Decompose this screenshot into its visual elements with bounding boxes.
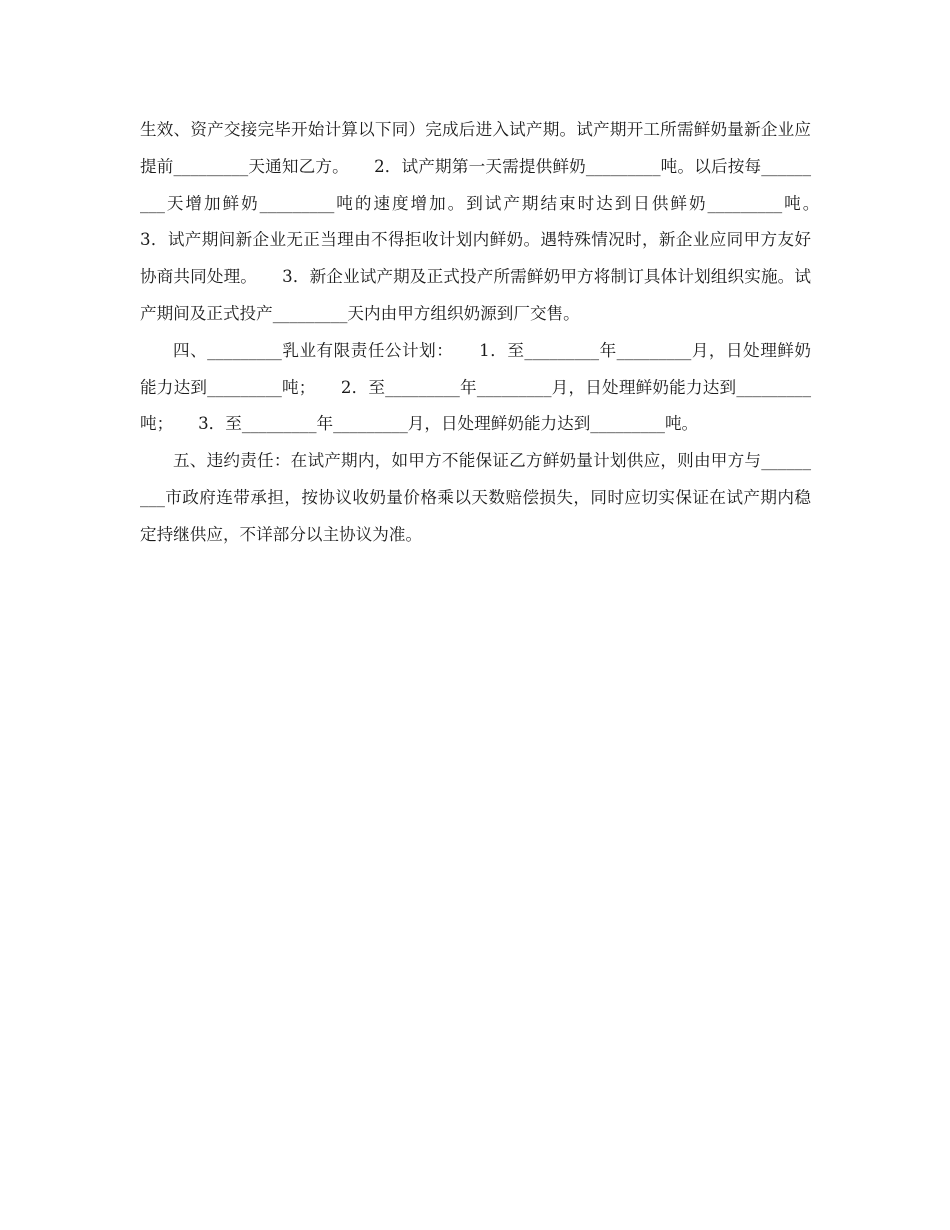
paragraph-breach-liability: 五、违约责任：在试产期内，如甲方不能保证乙方鲜奶量计划供应，则由甲方与_________市政府连带承担，按协议收奶量价格乘以天数赔偿损失，同时应切实保证在试产期内稳定持继供应，不详部分以主协议为准。 <box>140 451 811 544</box>
document-body <box>140 112 845 554</box>
paragraph-trial-production: 生效、资产交接完毕开始计算以下同）完成后进入试产期。试产期开工所需鲜奶量新企业应提前_________天通知乙方。 2．试产期第一天需提供鲜奶_________吨。以后按每_________天增加鲜奶_________吨的速度增加。到试产期结束时达到日供鲜奶_________吨。 3．试产期间新企业无正当理由不得拒收计划内鲜奶。遇特殊情况时，新企业应同甲方友好协商共同处理。 3．新企业试产期及正式投产所需鲜奶甲方将制订具体计划组织实施。试产期间及正式投产_________天内由甲方组织奶源到厂交售。 <box>140 120 845 323</box>
paragraph-dairy-plan: 四、_________乳业有限责任公计划： 1．至_________年_________月，日处理鲜奶能力达到_________吨； 2．至_________年_________月，日处理鲜奶能力达到_________吨； 3．至_________年_________月，日处理鲜奶能力达到_________吨。 <box>140 340 811 434</box>
